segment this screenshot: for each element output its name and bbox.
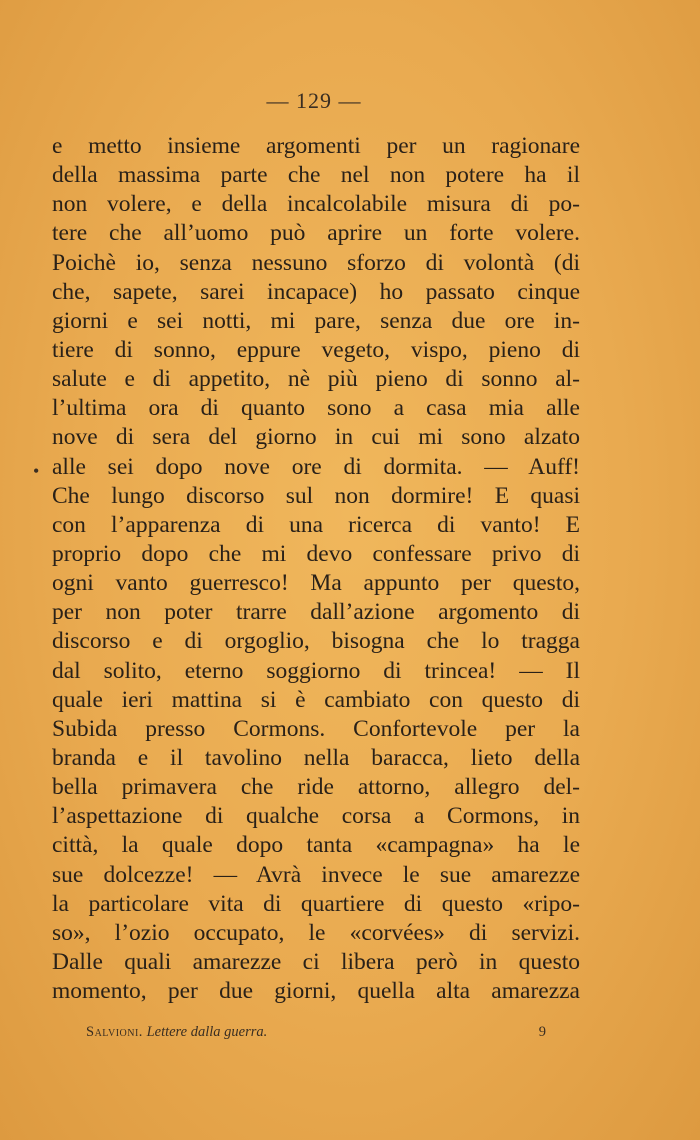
text-line: Che lungo discorso sul non dormire! E quasi	[52, 482, 580, 509]
text-line: proprio dopo che mi devo confessare privo di	[52, 540, 580, 567]
text-line: branda e il tavolino nella baracca, lieto della	[52, 744, 580, 771]
text-line: momento, per due giorni, quella alta amarezza	[52, 978, 580, 1005]
footer-author: Salvioni.	[86, 1024, 143, 1040]
footer-title: Lettere dalla guerra.	[146, 1024, 268, 1040]
text-line: non volere, e della incalcolabile misura di po-	[52, 191, 580, 218]
text-line: Subida presso Cormons. Confortevole per la	[52, 715, 580, 742]
text-line: tiere di sonno, eppure vegeto, vispo, pieno di	[52, 336, 580, 363]
footer-signature: 9	[538, 1024, 546, 1040]
page-number: — 129 —	[266, 88, 362, 113]
text-line: bella primavera che ride attorno, allegro del-	[52, 774, 580, 801]
text-line: dal solito, eterno soggiorno di trincea! — Il	[52, 657, 580, 684]
text-line: che, sapete, sarei incapace) ho passato cinque	[52, 278, 580, 305]
text-line: e metto insieme argomenti per un ragionare	[52, 133, 580, 159]
text-line: l’ultima ora di quanto sono a casa mia alle	[52, 395, 580, 422]
text-line: discorso e di orgoglio, bisogna che lo tragga	[52, 628, 580, 655]
text-line: nove di sera del giorno in cui mi sono alzato	[52, 424, 580, 451]
text-line: giorni e sei notti, mi pare, senza due ore in-	[52, 307, 580, 334]
body-text	[52, 132, 580, 1006]
text-line: so», l’ozio occupato, le «corvées» di servizi.	[52, 919, 580, 946]
margin-mark: •	[33, 461, 40, 481]
text-line: alle sei dopo nove ore di dormita. — Auff!	[52, 453, 580, 480]
text-line: Dalle quali amarezze ci libera però in questo	[52, 948, 580, 975]
text-line: salute e di appetito, nè più pieno di sonno al-	[52, 366, 580, 393]
text-line: l’aspettazione di qualche corsa a Cormons, in	[52, 803, 580, 830]
text-line: quale ieri mattina si è cambiato con questo di	[52, 686, 580, 713]
page-footer	[86, 1024, 546, 1041]
text-line: con l’apparenza di una ricerca di vanto! E	[52, 511, 580, 538]
text-line: città, la quale dopo tanta «campagna» ha le	[52, 832, 580, 859]
text-line: Poichè io, senza nessuno sforzo di volontà (di	[52, 249, 580, 276]
text-line: per non poter trarre dall’azione argomento di	[52, 599, 580, 626]
text-line: sue dolcezze! — Avrà invece le sue amarezze	[52, 861, 580, 888]
text-line: la particolare vita di quartiere di questo «ripo-	[52, 890, 580, 917]
text-line: tere che all’uomo può aprire un forte volere.	[52, 220, 580, 247]
text-line: della massima parte che nel non potere ha il	[52, 162, 580, 189]
text-line: ogni vanto guerresco! Ma appunto per questo,	[52, 570, 580, 597]
